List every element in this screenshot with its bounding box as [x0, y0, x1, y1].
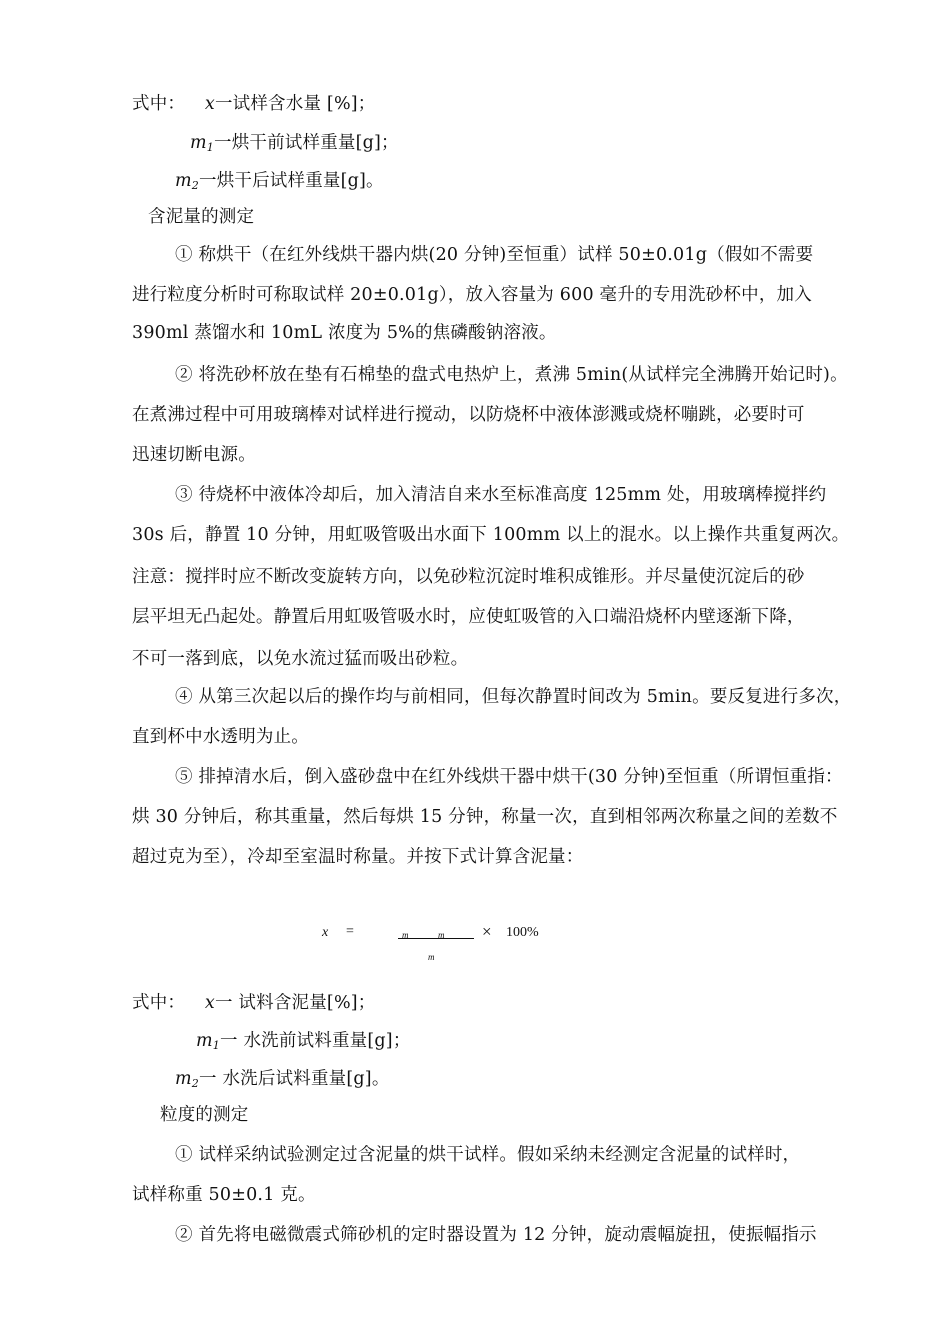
paragraph-line: 390ml 蒸馏水和 10mL 浓度为 5%的焦磷酸钠溶液。 — [132, 323, 557, 343]
definition-m2 — [175, 168, 384, 199]
variable-m: m — [190, 133, 207, 153]
definition-x — [132, 91, 376, 117]
definition-text: 一 水洗后试料重量[g]。 — [199, 1069, 390, 1089]
definition-text: 一烘干前试样重量[g]； — [214, 133, 399, 153]
definition-m1 — [190, 130, 399, 161]
definition-prefix: 式中： — [132, 94, 186, 114]
definition-x — [132, 990, 376, 1016]
variable-x: x — [204, 94, 215, 114]
paragraph-line: 在煮沸过程中可用玻璃棒对试样进行搅动，以防烧杯中液体澎溅或烧杯嘣跳，必要时可 — [132, 405, 805, 425]
paragraph-line: 30s 后，静置 10 分钟，用虹吸管吸出水面下 100mm 以上的混水。以上操作共重复两次。 — [132, 525, 850, 545]
formula-denominator: m — [428, 952, 435, 962]
paragraph-line: ① 称烘干（在红外线烘干器内烘(20 分钟)至恒重）试样 50±0.01g（假如不需要 — [175, 245, 814, 265]
definition-prefix: 式中： — [132, 993, 186, 1013]
variable-subscript: 1 — [212, 1039, 220, 1052]
paragraph-line: 超过克为至），冷却至室温时称量。并按下式计算含泥量： — [132, 847, 584, 867]
paragraph-line: 进行粒度分析时可称取试样 20±0.01g），放入容量为 600 毫升的专用洗砂杯中，加入 — [132, 285, 812, 305]
fraction-bar — [398, 938, 474, 939]
formula-lhs: x — [322, 925, 329, 940]
formula-numerator-b: m — [438, 930, 445, 940]
variable-m: m — [175, 1069, 192, 1089]
paragraph-line: ① 试样采纳试验测定过含泥量的烘干试样。假如采纳未经测定含泥量的试样时， — [175, 1145, 801, 1165]
variable-subscript: 2 — [191, 1077, 199, 1090]
definition-text: 一 水洗前试料重量[g]； — [220, 1031, 411, 1051]
definition-m2 — [175, 1066, 390, 1097]
variable-subscript: 1 — [206, 141, 214, 154]
paragraph-line: ③ 待烧杯中液体冷却后，加入清洁自来水至标准高度 125mm 处，用玻璃棒搅拌约 — [175, 485, 827, 505]
paragraph-line: ② 将洗砂杯放在垫有石棉垫的盘式电热炉上，煮沸 5min(从试样完全沸腾开始记时)。 — [175, 365, 848, 385]
section-heading-grain: 粒度的测定 — [160, 1105, 249, 1125]
paragraph-line: 不可一落到底，以免水流过猛而吸出砂粒。 — [132, 649, 469, 669]
variable-m: m — [196, 1031, 213, 1051]
variable-m: m — [175, 171, 192, 191]
formula-percent: 100% — [506, 925, 539, 940]
paragraph-line: 注意：搅拌时应不断改变旋转方向，以免砂粒沉淀时堆积成锥形。并尽量使沉淀后的砂 — [132, 567, 805, 587]
paragraph-line: 层平坦无凸起处。静置后用虹吸管吸水时，应使虹吸管的入口端沿烧杯内壁逐渐下降， — [132, 607, 805, 627]
paragraph-line: 试样称重 50±0.1 克。 — [132, 1185, 316, 1205]
section-heading-mud: 含泥量的测定 — [148, 207, 255, 227]
paragraph-line: 烘 30 分钟后，称其重量，然后每烘 15 分钟，称量一次，直到相邻两次称量之间的差数不 — [132, 807, 838, 827]
definition-m1 — [196, 1028, 411, 1059]
variable-subscript: 2 — [191, 179, 199, 192]
paragraph-line: 直到杯中水透明为止。 — [132, 727, 309, 747]
formula-numerator-a: m — [402, 930, 409, 940]
definition-text: 一 试料含泥量[%]； — [214, 993, 376, 1013]
formula-equals: = — [346, 924, 354, 939]
paragraph-line: 迅速切断电源。 — [132, 445, 256, 465]
paragraph-line: ⑤ 排掉清水后，倒入盛砂盘中在红外线烘干器中烘干(30 分钟)至恒重（所谓恒重指： — [175, 767, 843, 787]
formula-times: × — [482, 922, 492, 941]
definition-text: 一烘干后试样重量[g]。 — [199, 171, 384, 191]
variable-x: x — [204, 993, 215, 1013]
definition-text: 一试样含水量 [%]； — [214, 94, 376, 114]
paragraph-line: ④ 从第三次起以后的操作均与前相同，但每次静置时间改为 5min。要反复进行多次， — [175, 687, 852, 707]
paragraph-line: ② 首先将电磁微震式筛砂机的定时器设置为 12 分钟，旋动震幅旋扭，使振幅指示 — [175, 1225, 817, 1245]
